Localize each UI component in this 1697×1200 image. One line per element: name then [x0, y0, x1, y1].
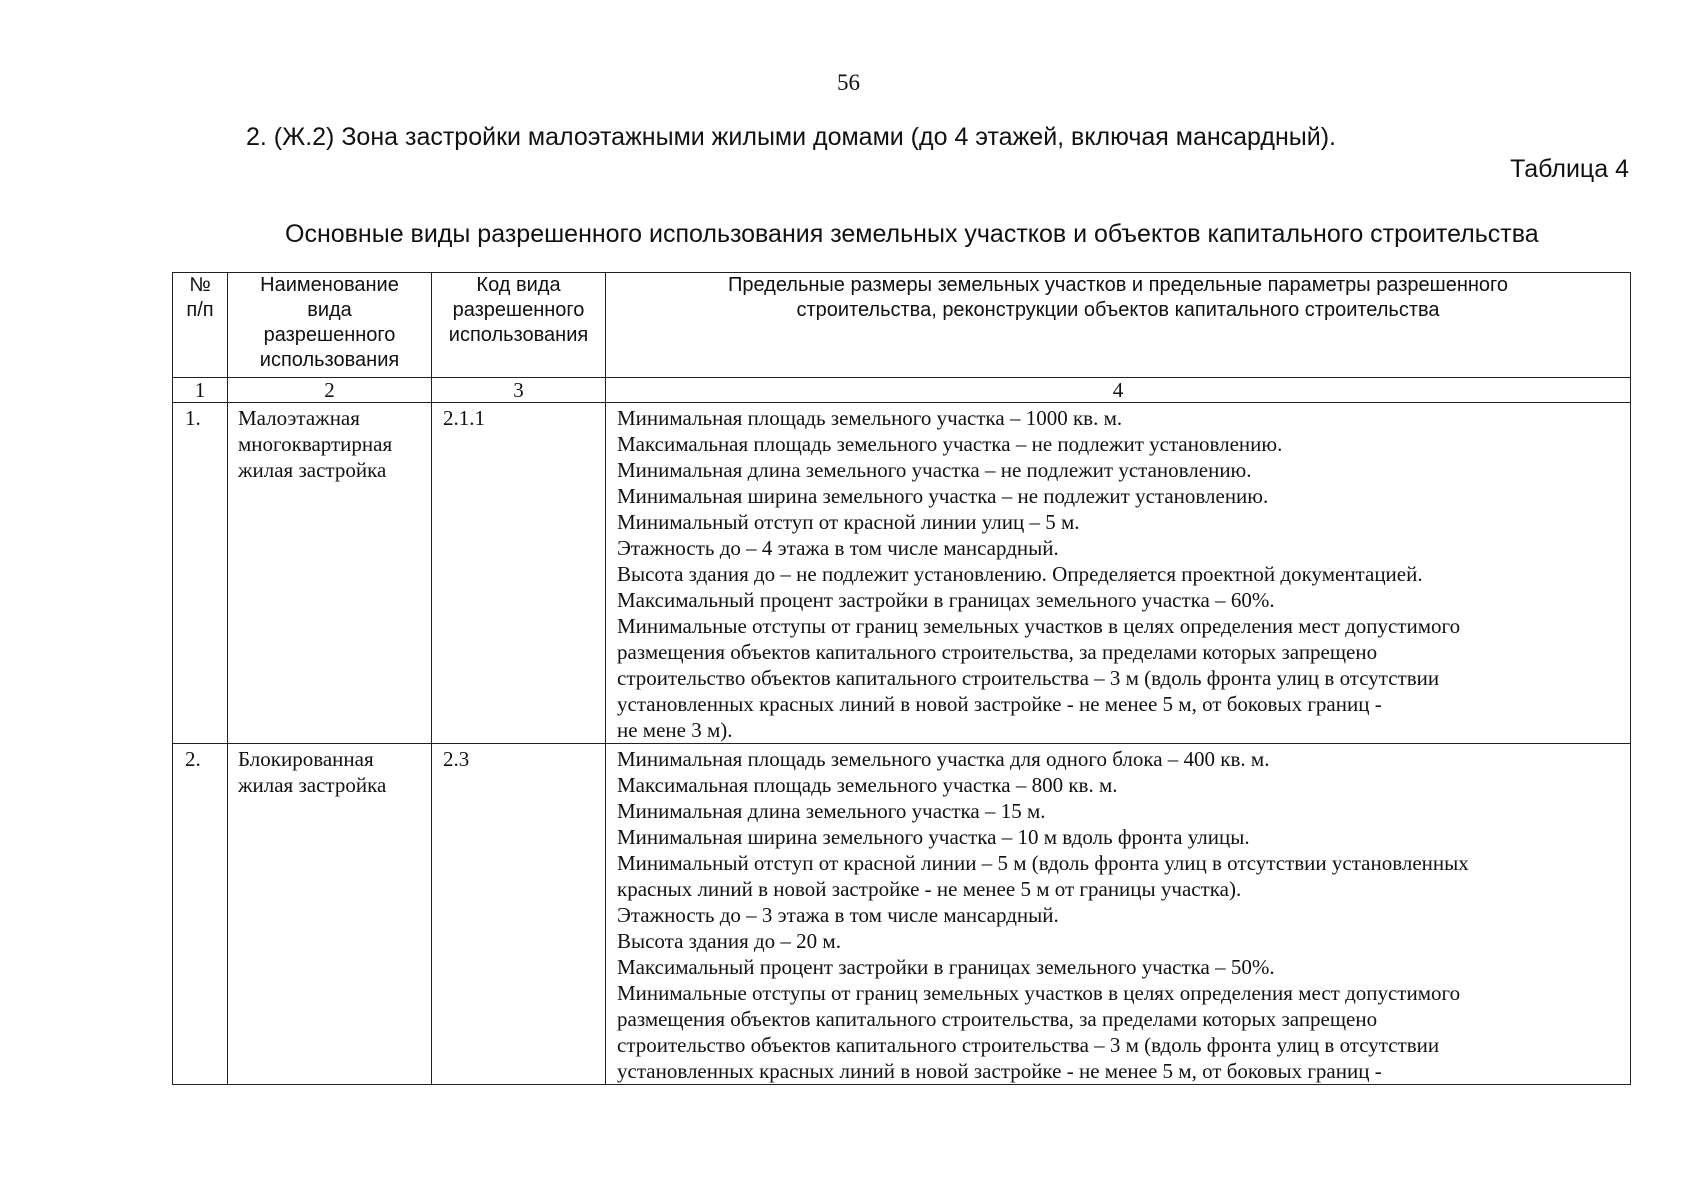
parameter-line: Минимальные отступы от границ земельных участков в целях определения мест допустимого [617, 981, 1461, 1005]
parameter-line: Высота здания до – не подлежит установлению. Определяется проектной документацией. [617, 562, 1423, 586]
parameter-line: красных линий в новой застройке - не менее 5 м от границы участка). [617, 877, 1242, 901]
parameter-line: Минимальная площадь земельного участка для одного блока – 400 кв. м. [617, 747, 1270, 771]
parameter-line: не мене 3 м). [617, 718, 733, 742]
parameter-line: Этажность до – 4 этажа в том числе мансардный. [617, 536, 1059, 560]
table-header-row [173, 273, 1631, 378]
column-number-row [173, 378, 1631, 403]
column-number-cell: 1 [173, 378, 228, 403]
parameter-line: Максимальная площадь земельного участка – 800 кв. м. [617, 773, 1118, 797]
parameter-line: Минимальный отступ от красной линии – 5 м (вдоль фронта улиц в отсутствии установленных [617, 851, 1469, 875]
section-heading: 2. (Ж.2) Зона застройки малоэтажными жилыми домами (до 4 этажей, включая мансардный). [246, 123, 1336, 151]
parameter-line: Высота здания до – 20 м. [617, 929, 841, 953]
parameter-line: Максимальный процент застройки в границах земельного участка – 50%. [617, 955, 1275, 979]
table-row [173, 403, 1631, 744]
column-number-cell: 4 [606, 378, 1631, 403]
usage-code: 2.1.1 [432, 403, 606, 744]
parameter-line: строительство объектов капитального строительства – 3 м (вдоль фронта улиц в отсутствии [617, 1033, 1440, 1057]
column-number-cell: 2 [228, 378, 432, 403]
parameters-cell [606, 744, 1631, 1085]
parameter-line: Минимальная ширина земельного участка – 10 м вдоль фронта улицы. [617, 825, 1250, 849]
column-number-cell: 3 [432, 378, 606, 403]
parameter-line: Минимальная длина земельного участка – 15 м. [617, 799, 1046, 823]
parameter-line: Максимальный процент застройки в границах земельного участка – 60%. [617, 588, 1275, 612]
header-cell-usage-name: Наименование вида разрешенного использования [228, 273, 432, 378]
header-cell-usage-code: Код вида разрешенного использования [432, 273, 606, 378]
parameter-line: Минимальная длина земельного участка – не подлежит установлению. [617, 458, 1252, 482]
row-number: 1. [173, 403, 228, 744]
parameter-line: размещения объектов капитального строительства, за пределами которых запрещено [617, 640, 1378, 664]
parameter-line: Минимальная ширина земельного участка – не подлежит установлению. [617, 484, 1269, 508]
parameter-line: Максимальная площадь земельного участка – не подлежит установлению. [617, 432, 1283, 456]
parameter-line: Минимальная площадь земельного участка – 1000 кв. м. [617, 406, 1123, 430]
parameter-line: строительство объектов капитального строительства – 3 м (вдоль фронта улиц в отсутствии [617, 666, 1440, 690]
usage-code: 2.3 [432, 744, 606, 1085]
table-label: Таблица 4 [1510, 155, 1629, 183]
table-row [173, 744, 1631, 1085]
parameter-line: Этажность до – 3 этажа в том числе мансардный. [617, 903, 1059, 927]
parameter-line: установленных красных линий в новой застройке - не менее 5 м, от боковых границ - [617, 1059, 1382, 1083]
parameter-line: Минимальный отступ от красной линии улиц – 5 м. [617, 510, 1080, 534]
usage-name: Блокированная жилая застройка [228, 744, 432, 1085]
row-number: 2. [173, 744, 228, 1085]
usage-name: Малоэтажная многоквартирная жилая застройка [228, 403, 432, 744]
parameters-cell [606, 403, 1631, 744]
page-number: 56 [837, 70, 860, 95]
table-title: Основные виды разрешенного использования земельных участков и объектов капитального строительства [285, 220, 1539, 248]
header-cell-parameters: Предельные размеры земельных участков и предельные параметры разрешенного строительства, реконструкции объектов капитального строительства [606, 273, 1631, 378]
parameter-line: установленных красных линий в новой застройке - не менее 5 м, от боковых границ - [617, 692, 1382, 716]
zones-table [172, 272, 1631, 1085]
parameter-line: Минимальные отступы от границ земельных участков в целях определения мест допустимого [617, 614, 1461, 638]
parameter-line: размещения объектов капитального строительства, за пределами которых запрещено [617, 1007, 1378, 1031]
header-cell-number: № п/п [173, 273, 228, 378]
